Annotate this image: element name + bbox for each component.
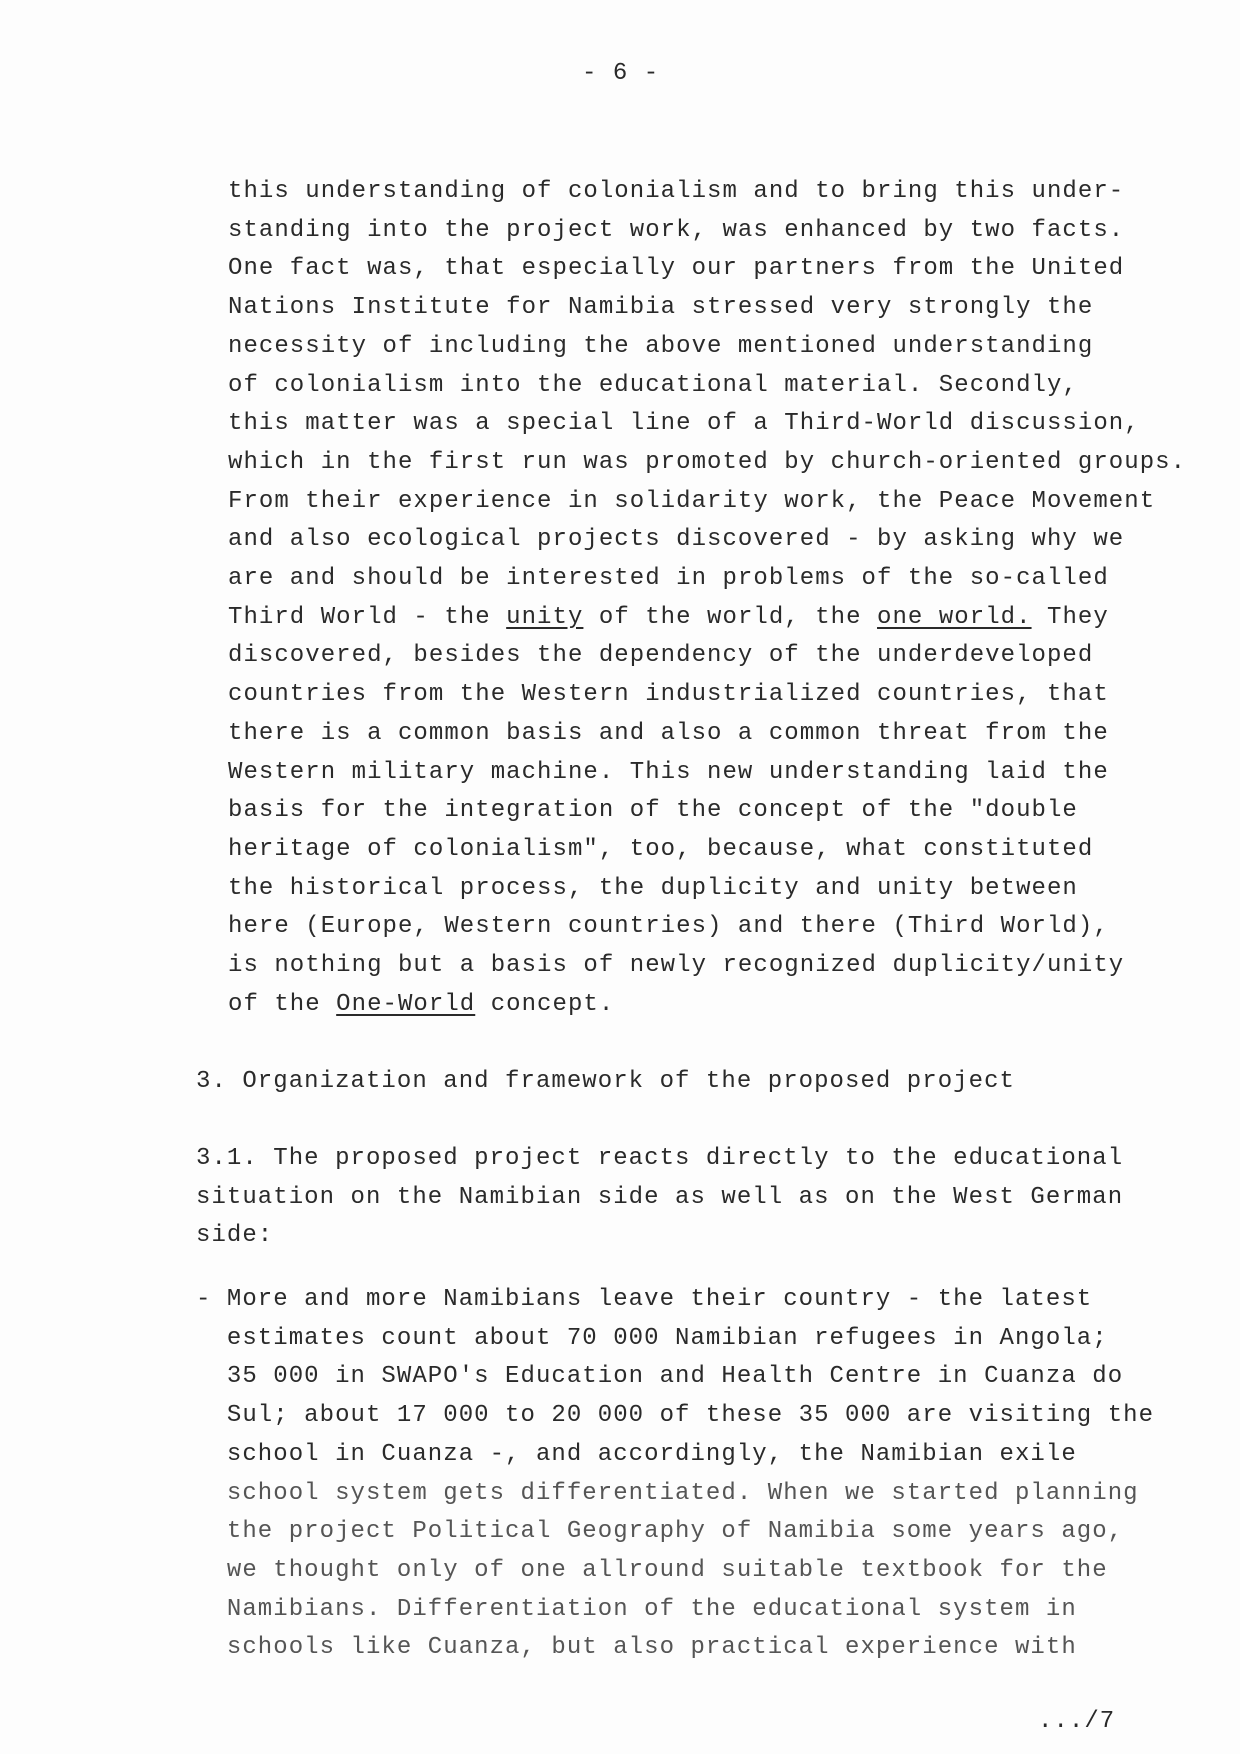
text-segment: countries from the Western industrialized countries, that (228, 681, 1109, 709)
text-line (228, 720, 1109, 748)
text-segment: of colonialism into the educational material. Secondly, (228, 371, 1078, 399)
text-line (228, 372, 1078, 400)
text-segment: concept. (475, 990, 615, 1018)
section-heading: 3. Organization and framework of the proposed project (196, 1068, 1015, 1095)
text-line (228, 488, 1155, 516)
text-segment: They (1031, 603, 1109, 631)
text-segment: is nothing but a basis of newly recognized duplicity/unity (228, 952, 1125, 979)
text-segment: which in the first run was promoted by church-oriented groups. (228, 448, 1187, 476)
text-segment: schools like Cuanza, but also practical experience with (196, 1634, 1077, 1662)
text-line (228, 991, 614, 1019)
text-segment: here (Europe, Western countries) and there (Third World), (228, 913, 1109, 941)
text-line (196, 1634, 1077, 1662)
text-segment: One fact was, that especially our partners from the United (228, 255, 1125, 283)
text-line (228, 449, 1186, 477)
text-line (228, 410, 1140, 438)
text-segment: are and should be interested in problems of the so-called (228, 565, 1109, 592)
text-line (228, 913, 1109, 941)
underlined-text: One-World (336, 990, 476, 1018)
text-line (228, 875, 1078, 903)
text-line (196, 1441, 1077, 1469)
text-segment: school in Cuanza -, and accordingly, the Namibian exile (196, 1440, 1077, 1468)
text-segment: the historical process, the duplicity and unity between (228, 874, 1078, 902)
text-segment: standing into the project work, was enhanced by two facts. (228, 216, 1125, 244)
text-segment: 3.1. The proposed project reacts directly to the educational (196, 1145, 1124, 1172)
text-line (196, 1557, 1108, 1585)
text-segment: school system gets differentiated. When we started planning (196, 1479, 1139, 1507)
text-line (196, 1402, 1154, 1430)
text-line (228, 565, 1109, 593)
text-segment: estimates count about 70 000 Namibian refugees in Angola; (196, 1324, 1108, 1352)
underlined-text: unity (506, 603, 584, 631)
text-segment: this matter was a special line of a Third-World discussion, (228, 410, 1140, 438)
text-segment: side: (196, 1222, 274, 1250)
text-segment: heritage of colonialism", too, because, what constituted (228, 835, 1094, 863)
text-segment: there is a common basis and also a common threat from the (228, 719, 1109, 747)
text-line (228, 952, 1124, 980)
text-segment: and also ecological projects discovered - by asking why we (228, 526, 1125, 554)
text-line (196, 1363, 1123, 1391)
text-segment: basis for the integration of the concept of the "double (228, 797, 1078, 825)
text-line (228, 604, 1109, 632)
page-number: - 6 - (582, 60, 660, 87)
text-segment: From their experience in solidarity work, the Peace Movement (228, 487, 1156, 515)
text-segment: necessity of including the above mentioned understanding (228, 332, 1094, 360)
text-segment: discovered, besides the dependency of the underdeveloped (228, 642, 1094, 670)
text-line (228, 526, 1124, 554)
text-segment: Third World - the (228, 603, 507, 631)
text-segment: - More and more Namibians leave their country - the latest (196, 1286, 1093, 1313)
text-line (228, 759, 1109, 787)
text-segment: we thought only of one allround suitable textbook for the (196, 1556, 1108, 1584)
text-segment: of the (228, 990, 337, 1018)
text-line (196, 1222, 273, 1250)
text-line (196, 1480, 1139, 1508)
text-line (228, 642, 1093, 670)
text-line (196, 1145, 1123, 1173)
text-line (196, 1518, 1123, 1546)
text-segment: Sul; about 17 000 to 20 000 of these 35 000 are visiting the (196, 1402, 1155, 1430)
text-line (228, 178, 1124, 206)
text-line (196, 1184, 1123, 1212)
continuation-marker: .../7 (1038, 1708, 1116, 1735)
underlined-text: one world. (877, 603, 1032, 631)
text-line (228, 217, 1124, 245)
text-line (228, 294, 1093, 322)
text-line (228, 681, 1109, 709)
text-line (196, 1596, 1077, 1624)
text-line (228, 255, 1124, 283)
text-segment: Western military machine. This new understanding laid the (228, 758, 1109, 786)
text-segment: of the world, the (583, 603, 878, 631)
text-segment: Namibians. Differentiation of the educational system in (196, 1595, 1077, 1623)
text-segment: the project Political Geography of Namibia some years ago, (196, 1518, 1124, 1546)
text-segment: Nations Institute for Namibia stressed very strongly the (228, 294, 1094, 322)
text-line (228, 797, 1078, 825)
text-segment: this understanding of colonialism and to bring this under- (228, 178, 1125, 205)
text-segment: situation on the Namibian side as well as on the West German (196, 1183, 1124, 1211)
text-line (196, 1325, 1108, 1353)
text-line (228, 333, 1093, 361)
text-segment: 35 000 in SWAPO's Education and Health Centre in Cuanza do (196, 1363, 1124, 1391)
text-line (196, 1286, 1092, 1314)
text-line (228, 836, 1093, 864)
